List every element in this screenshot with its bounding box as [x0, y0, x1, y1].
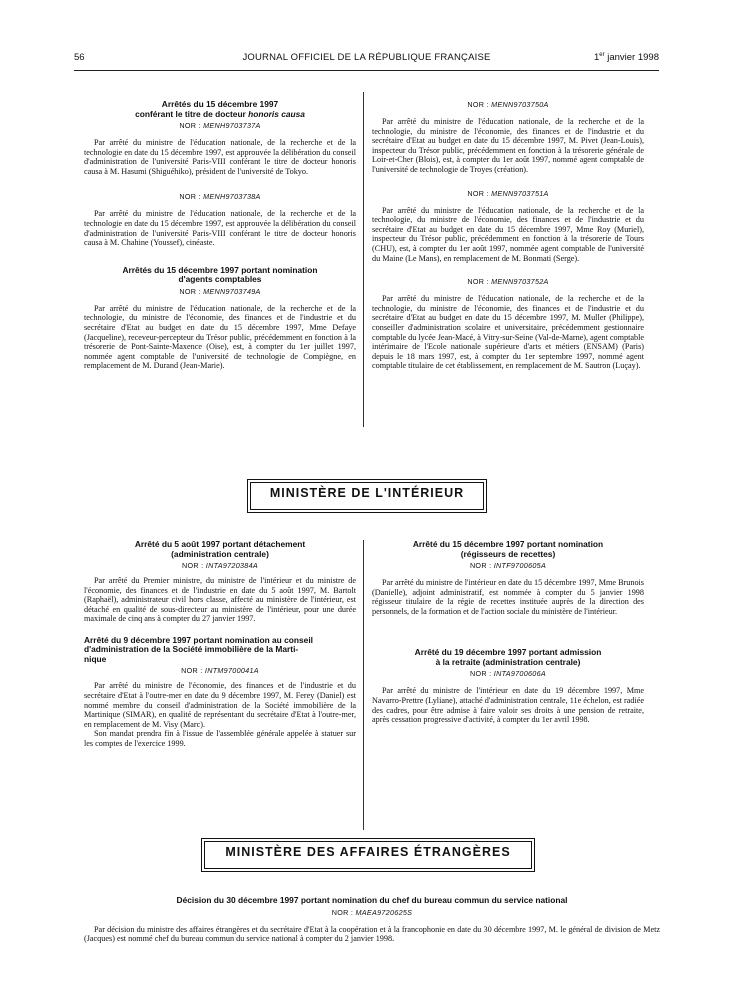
- column-separator: [363, 540, 364, 830]
- paragraph: Par arrêté du ministre de l'économie, des finances et de l'industrie et du secrétaire d'Etat à l'outre-mer en date du 9 décembre 1997, M. Ferey (Daniel) est nommé membre du conseil d'administration de la Société immobilière de la Martinique (SIMAR), en qualité de représentant du secrétaire d'Etat à l'outre-mer, en remplacement de M. Visy (Marc).: [84, 681, 356, 729]
- paragraph: Par arrêté du ministre de l'éducation nationale, de la recherche et de la technologie, du ministre de l'économie, des finances et de l'industrie et du secrétaire d'Etat au budget en date du 15 décembre 1997, M. Muller (Philippe), conseiller d'administration scolaire et universitaire, précédemment gestionnaire comptable du lycée Jean-Macé, à Vitry-sur-Seine (Val-de-Marne), agent comptable intérimaire de l'Ecole nationale supérieure d'arts et métiers (ENSAM) (Paris) depuis le 18 mars 1997, est, à compter du 1er septembre 1997, nommé agent comptable titulaire de cet établissement, en remplacement de M. Sautron (Luçay).: [372, 294, 644, 371]
- heading-honoris-line2: conférant le titre de docteur honoris causa: [135, 108, 305, 119]
- heading-regisseurs-line1: Arrêté du 15 décembre 1997 portant nomination: [412, 539, 604, 549]
- nor-code: NOR : MENH9703737A: [179, 121, 261, 130]
- nor-code: NOR : MAEA9720625S: [331, 907, 413, 917]
- nor-code: NOR : MENN9703752A: [467, 277, 549, 287]
- right-column-mid: [372, 540, 644, 725]
- column-separator: [363, 92, 364, 427]
- paragraph: Par décision du ministre des affaires étrangères et du secrétaire d'Etat à la coopération et à la francophonie en date du 30 décembre 1997, M. le général de division de Metz (Jacques) est nommé chef du bureau commun du service national à compter du 2 janvier 1998.: [84, 924, 660, 944]
- header-rule: [74, 70, 659, 71]
- nor-code: NOR : MENN9703751A: [467, 188, 549, 198]
- heading-retraite-line2: à la retraite (administration centrale): [435, 656, 581, 667]
- heading-regisseurs-line2: (régisseurs de recettes): [460, 548, 556, 559]
- heading-simar-line2: d'administration de la Société immobilière de la Marti-: [84, 644, 299, 655]
- heading-detachement-line2: (administration centrale): [171, 548, 269, 559]
- paragraph: Par arrêté du ministre de l'éducation nationale, de la recherche et de la technologie, du ministre de l'économie, des finances et de l'industrie et du secrétaire d'Etat au budget en date du 15 décembre 1997, M. Pivet (Jean-Louis), inspecteur du Trésor public, précédemment en fonction à la trésorerie générale de Loir-et-Cher (Blois), est, à compter du 1er août 1997, nommé agent comptable de l'université de technologie de Troyes (création).: [372, 117, 644, 174]
- section-box-affaires-etrangeres: [201, 838, 535, 872]
- page-header: [74, 52, 659, 68]
- journal-title: JOURNAL OFFICIEL DE LA RÉPUBLIQUE FRANÇAISE: [242, 52, 491, 63]
- paragraph: Par arrêté du ministre de l'intérieur en date du 19 décembre 1997, Mme Navarro-Prettre (Lyliane), attaché d'administration centrale, 11e échelon, est radiée des cadres, pour être admise à faire valoir ses droits à une pension de retraite, après cessation progressive d'activité, à compter du 1er avril 1998.: [372, 686, 644, 725]
- nor-code: NOR : MENN9703750A: [467, 100, 549, 109]
- page-number: 56: [74, 52, 85, 63]
- right-column-top: [372, 98, 644, 371]
- nor-code: NOR : MENN9703749A: [179, 286, 261, 296]
- heading-decision: Décision du 30 décembre 1997 portant nomination du chef du bureau commun du service national: [176, 895, 568, 905]
- heading-agents-line1: Arrêtés du 15 décembre 1997 portant nomination: [122, 264, 318, 275]
- heading-retraite-line1: Arrêté du 19 décembre 1997 portant admission: [414, 647, 602, 658]
- left-column-top: [84, 100, 356, 371]
- nor-code: NOR : INTM9700041A: [181, 666, 259, 676]
- issue-date: 1er janvier 1998: [593, 51, 659, 63]
- paragraph: Par arrêté du ministre de l'éducation nationale, de la recherche et de la technologie, du ministre de l'économie, des finances et de l'industrie et du secrétaire d'Etat au budget en date du 15 décembre 1997, Mme Roy (Muriel), inspecteur du Trésor public, précédemment en fonction à la trésorerie de Tours (CHU), est, à compter du 1er août 1997, nommée agent comptable de l'université du Maine (Le Mans), en remplacement de M. Bonmati (Serge).: [372, 205, 644, 263]
- paragraph: Son mandat prendra fin à l'issue de l'assemblée générale appelée à statuer sur les comptes de l'exercice 1999.: [84, 729, 356, 749]
- nor-code: NOR : INTF9700605A: [469, 561, 547, 570]
- nor-code: NOR : MENH9703738A: [179, 192, 261, 202]
- bottom-article: [84, 896, 660, 944]
- heading-detachement-line1: Arrêté du 5 août 1997 portant détachement: [134, 539, 306, 549]
- paragraph: Par arrêté du ministre de l'intérieur en date du 15 décembre 1997, Mme Brunois (Danielle), adjoint administratif, est nommée à compter du 5 janvier 1998 régisseur titulaire de la régie de recettes instituée auprès de la direction des personnels, de la formation et de l'action sociale du ministère de l'intérieur.: [372, 578, 644, 616]
- heading-simar-line3: nique: [84, 653, 107, 664]
- paragraph: Par arrêté du ministre de l'éducation nationale, de la recherche et de la technologie en date du 15 décembre 1997, est approuvée la délibération du conseil d'administration de l'université Paris-VIII conférant le titre de docteur honoris causa à M. Hasumi (Shiguéhiko), président de l'université de Tokyo.: [84, 138, 356, 176]
- nor-code: NOR : INTA9700606A: [470, 669, 546, 679]
- heading-simar-line1: Arrêté du 9 décembre 1997 portant nomination au conseil: [84, 634, 313, 645]
- section-title: MINISTÈRE DE L'INTÉRIEUR: [269, 486, 465, 500]
- paragraph: Par arrêté du ministre de l'éducation nationale, de la recherche et de la technologie en date du 15 décembre 1997, est approuvée la délibération du conseil d'administration de l'université Paris-VIII conférant le titre de docteur honoris causa à M. Chahine (Youssef), cinéaste.: [84, 209, 356, 248]
- heading-agents-line2: d'agents comptables: [178, 274, 262, 285]
- heading-honoris-line1: Arrêtés du 15 décembre 1997: [161, 99, 279, 109]
- nor-code: NOR : INTA9720384A: [182, 561, 258, 570]
- left-column-mid: [84, 540, 356, 749]
- paragraph: Par arrêté du Premier ministre, du ministre de l'intérieur et du ministre de l'économie, des finances et de l'industrie en date du 5 août 1997, M. Bartolt (Raphaël), administrateur civil hors classe, affecté au ministère de l'intérieur, est détaché en qualité de sous-directeur au ministère de l'intérieur, pour une durée maximale de cinq ans à compter du 27 janvier 1997.: [84, 576, 356, 624]
- section-box-interieur: [247, 479, 487, 513]
- section-title: MINISTÈRE DES AFFAIRES ÉTRANGÈRES: [225, 845, 511, 859]
- paragraph: Par arrêté du ministre de l'éducation nationale, de la recherche et de la technologie, du ministre de l'économie, des finances et de l'industrie et du secrétaire d'Etat au budget en date du 15 décembre 1997, Mme Defaye (Jacqueline), receveur-percepteur du Trésor public, précédemment en fonction à la trésorerie de Pont-Sainte-Maxence (Oise), est, à compter du 1er juillet 1997, nommée agent comptable de l'université de technologie de Compiègne, en remplacement de M. Durand (Jean-Marie).: [84, 303, 356, 371]
